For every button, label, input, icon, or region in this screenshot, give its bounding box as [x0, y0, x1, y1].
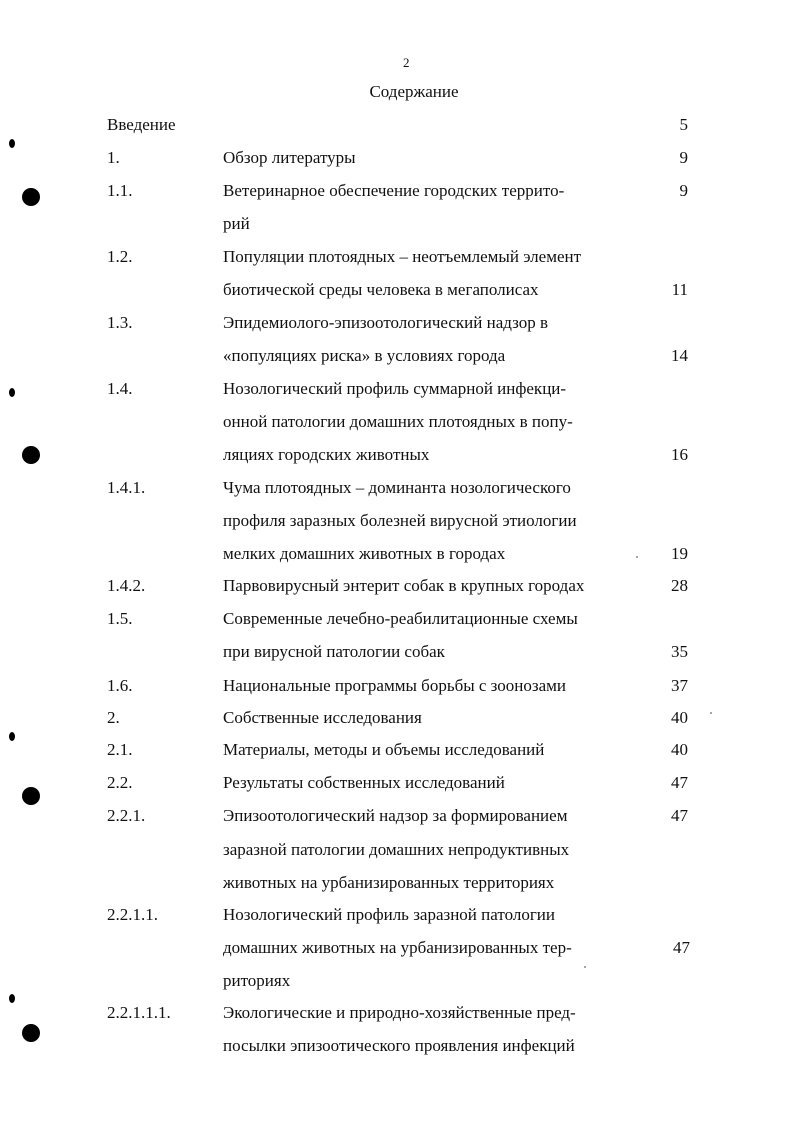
toc-entry-number: 1.5. — [107, 609, 133, 628]
toc-entry-title: Парвовирусный энтерит собак в крупных городах — [223, 576, 585, 595]
toc-entry-number: 1.3. — [107, 313, 133, 332]
toc-entry-title: Собственные исследования — [223, 708, 422, 727]
toc-entry-number: 2.1. — [107, 740, 133, 759]
toc-entry-title: домашних животных на урбанизированных тер- — [223, 938, 572, 957]
toc-entry-number: 2.2.1. — [107, 806, 146, 825]
punch-hole — [22, 1024, 40, 1042]
toc-entry-title: мелких домашних животных в городах — [223, 544, 506, 563]
toc-entry-number: 1.6. — [107, 676, 133, 695]
toc-entry-page: 5 — [679, 115, 688, 134]
toc-entry-title: биотической среды человека в мегаполисах — [223, 280, 539, 299]
toc-entry-number: 2.2.1.1.1. — [107, 1003, 171, 1022]
punch-hole — [22, 787, 40, 805]
toc-entry-page: 47 — [671, 806, 688, 825]
toc-entry-page: 14 — [671, 346, 688, 365]
toc-entry-title: Результаты собственных исследований — [223, 773, 505, 792]
toc-entry-page: 16 — [671, 445, 688, 464]
toc-entry-title: Национальные программы борьбы с зоонозами — [223, 676, 567, 695]
toc-entry-page: 9 — [679, 148, 688, 167]
toc-entry-title: посылки эпизоотического проявления инфекций — [223, 1036, 575, 1055]
toc-entry-number: 2.2.1.1. — [107, 905, 158, 924]
toc-entry-page: 19 — [671, 544, 688, 563]
toc-entry-page: 47 — [671, 773, 688, 792]
toc-entry-title: Обзор литературы — [223, 148, 356, 167]
toc-entry-title: рий — [223, 214, 250, 233]
toc-entry-title: Эпидемиолого-эпизоотологический надзор в — [223, 313, 549, 332]
toc-entry-title: Материалы, методы и объемы исследований — [223, 740, 545, 759]
scan-speck — [636, 556, 638, 558]
punch-hole — [22, 188, 40, 206]
page-title: Содержание — [369, 82, 459, 101]
toc-entry-title: Нозологический профиль заразной патологии — [223, 905, 555, 924]
toc-entry-number: 1.1. — [107, 181, 133, 200]
toc-entry-title: животных на урбанизированных территориях — [223, 873, 555, 892]
toc-entry-number: 1.4.1. — [107, 478, 146, 497]
toc-entry-number: 1.2. — [107, 247, 133, 266]
toc-entry-number: 1.4. — [107, 379, 133, 398]
toc-entry-page: 47 — [673, 938, 690, 957]
toc-entry-title: при вирусной патологии собак — [223, 642, 445, 661]
toc-entry-page: 35 — [671, 642, 688, 661]
toc-entry-number: 2.2. — [107, 773, 133, 792]
toc-entry-title: Ветеринарное обеспечение городских террито- — [223, 181, 565, 200]
toc-entry-page: 37 — [671, 676, 688, 695]
toc-entry-title: Экологические и природно-хозяйственные пред- — [223, 1003, 576, 1022]
toc-entry-title: Современные лечебно-реабилитационные схемы — [223, 609, 578, 628]
toc-entry-title: заразной патологии домашних непродуктивных — [223, 840, 570, 859]
scan-speck — [710, 712, 712, 714]
toc-entry-title: онной патологии домашних плотоядных в попу- — [223, 412, 573, 431]
toc-entry-number: 2. — [107, 708, 120, 727]
toc-entry-title: Популяции плотоядных – неотъемлемый элемент — [223, 247, 582, 266]
binder-mark — [9, 732, 15, 741]
toc-entry-title: Чума плотоядных – доминанта нозологического — [223, 478, 571, 497]
binder-mark — [9, 139, 15, 148]
page-number: 2 — [403, 55, 410, 70]
toc-entry-title: профиля заразных болезней вирусной этиологии — [223, 511, 577, 530]
toc-entry-title: ляциях городских животных — [223, 445, 430, 464]
toc-entry-title: Нозологический профиль суммарной инфекци- — [223, 379, 567, 398]
toc-entry-title: риториях — [223, 971, 291, 990]
binder-mark — [9, 994, 15, 1003]
toc-entry-title: «популяциях риска» в условиях города — [223, 346, 506, 365]
toc-entry-number: 1. — [107, 148, 120, 167]
scan-speck — [584, 966, 586, 968]
toc-entry-page: 40 — [671, 740, 688, 759]
toc-entry-page: 40 — [671, 708, 688, 727]
toc-entry-page: 11 — [671, 280, 688, 299]
punch-hole — [22, 446, 40, 464]
binder-mark — [9, 388, 15, 397]
toc-entry-number: 1.4.2. — [107, 576, 146, 595]
toc-entry-page: 9 — [679, 181, 688, 200]
toc-entry-title: Эпизоотологический надзор за формированием — [223, 806, 568, 825]
toc-entry-page: 28 — [671, 576, 688, 595]
toc-entry-number: Введение — [107, 115, 176, 134]
